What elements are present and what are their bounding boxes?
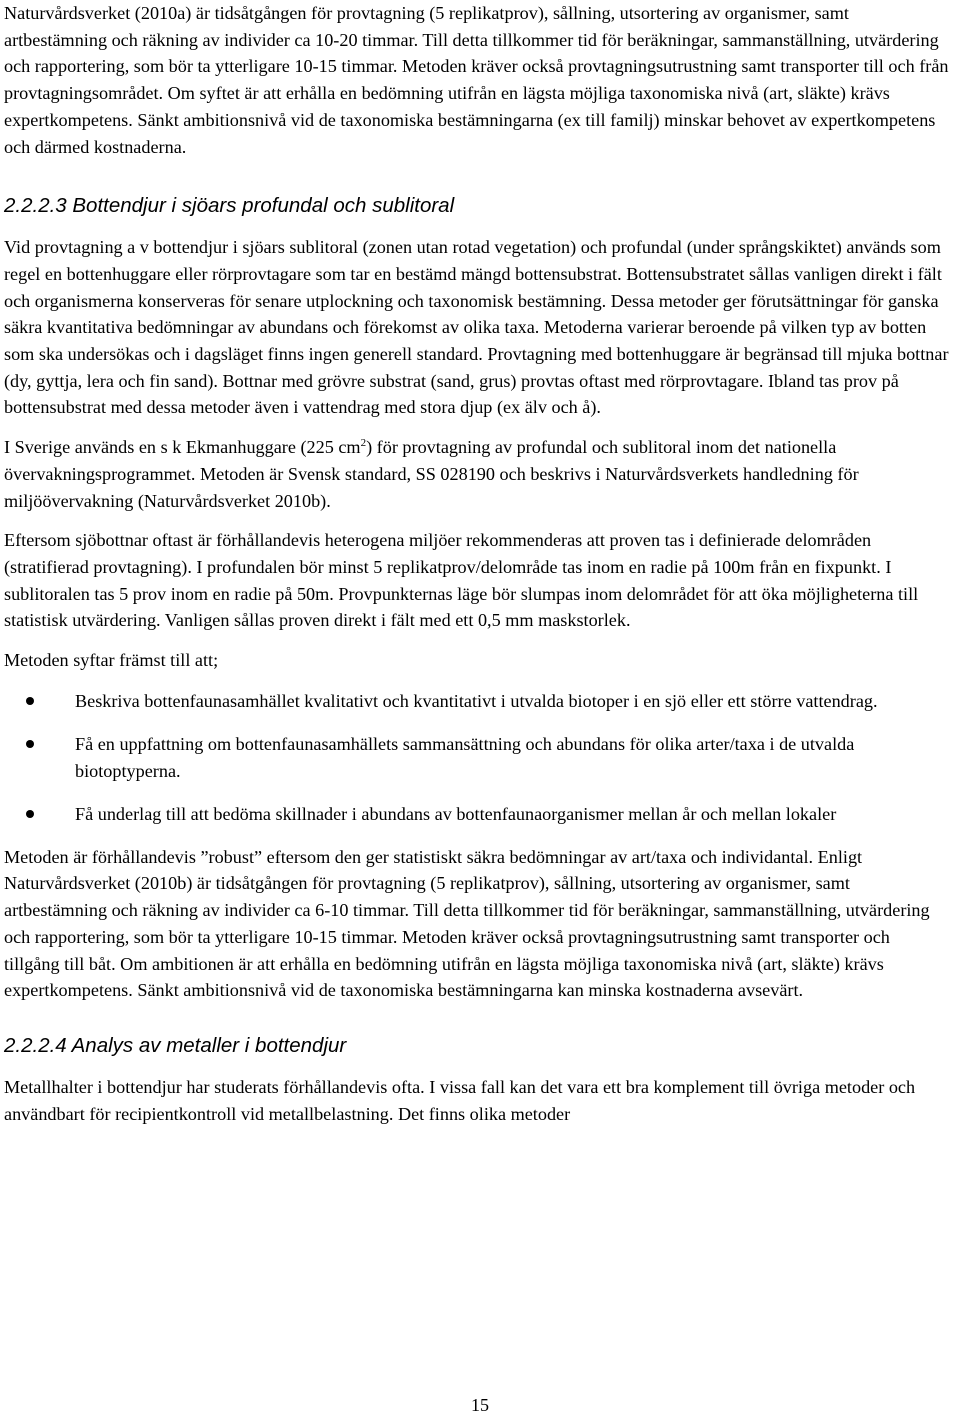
bullet-text: Få en uppfattning om bottenfaunasamhällets sammansättning och abundans för olika arter/taxa i de utvalda biotoptyperna. [75, 733, 855, 781]
document-page [4, 0, 950, 1127]
superscript-2: 2 [360, 437, 367, 450]
paragraph-stratified-sampling: Eftersom sjöbottnar oftast är förhållandevis heterogena miljöer rekommenderas att proven tas i definierade delområden (stratifierad provtagning). I profundalen bör minst 5 replikatprov/delområde tas inom en radie på 100m från en fixpunkt. I sublitoralen tas 5 prov inom en radie på 50m. Provpunkternas läge bör slumpas inom delområdet för att öka möjligheterna till statistisk utvärdering. Vanligen sållas proven direkt i fält med ett 0,5 mm maskstorlek. [4, 530, 919, 631]
bullet-dot-icon [26, 697, 34, 705]
page-number: 15 [471, 1395, 489, 1415]
paragraph-metal-levels: Metallhalter i bottendjur har studerats förhållandevis ofta. I vissa fall kan det vara ett bra komplement till övriga metoder och användbart för recipientkontroll vid metallbelastning. Det finns olika metoder [4, 1076, 916, 1124]
bullet-item [4, 731, 950, 785]
paragraph-time-costs: Naturvårdsverket (2010a) är tidsåtgången för provtagning (5 replikatprov), sållning, utsortering av organismer, samt artbestämning och räkning av individer ca 10-20 timmar. Till detta tillkommer tid för beräkningar, sammanställning, utvärdering och rapportering, som bör ta ytterligare 10-15 timmar. Metoden kräver också provtagningsutrustning samt transporter till och från provtagningsområdet. Om syftet är att erhålla en bedömning utifrån en lägsta möjliga taxonomiska nivå (art, släkte) krävs expertkompetens. Sänkt ambitionsnivå vid de taxonomiska bestämningarna (ex till familj) minskar behovet av expertkompetens och därmed kostnaderna. [4, 3, 949, 157]
ekman-text-end: ) för provtagning av profundal och sublitoral inom det nationella övervakningsprogrammet. Metoden är Svensk standard, SS 028190 och beskrivs i Naturvårdsverkets handledning för miljöövervakning (Naturvårdsverket 2010b). [4, 437, 859, 511]
section-heading-metals: 2.2.2.4 Analys av metaller i bottendjur [4, 1033, 347, 1057]
paragraph-method-aims: Metoden syftar främst till att; [4, 650, 219, 671]
ekman-text-start: I Sverige används en s k Ekmanhuggare (225 cm [4, 437, 361, 458]
paragraph-robust-method: Metoden är förhållandevis ”robust” eftersom den ger statistiskt säkra bedömningar av art/taxa och individantal. Enligt Naturvårdsverket (2010b) är tidsåtgången för provtagning (5 replikatprov), sållning, utsortering av organismer, samt artbestämning och räkning av individer ca 6-10 timmar. Till detta tillkommer tid för beräkningar, sammanställning, utvärdering och rapportering, som bör ta ytterligare 10-15 timmar. Metoden kräver också provtagningsutrustning samt transporter och tillgång till båt. Om ambitionen är att erhålla en bedömning utifrån en lägsta möjliga taxonomiska nivå (art, släkte) krävs expertkompetens. Sänkt ambitionsnivå vid de taxonomiska bestämningarna kan minska kostnaderna avsevärt. [4, 846, 930, 1001]
aims-bullet-list [4, 688, 950, 828]
bullet-dot-icon [26, 810, 34, 818]
bullet-item [4, 688, 950, 715]
bullet-text: Beskriva bottenfaunasamhället kvalitativt och kvantitativt i utvalda biotoper i en sjö eller ett större vattendrag. [75, 690, 878, 711]
bullet-item [4, 801, 950, 828]
bullet-text: Få underlag till att bedöma skillnader i abundans av bottenfaunaorganismer mellan år och mellan lokaler [75, 803, 837, 824]
section-heading-profundal-sublitoral: 2.2.2.3 Bottendjur i sjöars profundal och sublitoral [4, 194, 455, 218]
paragraph-sampling-methods: Vid provtagning a v bottendjur i sjöars sublitoral (zonen utan rotad vegetation) och profundal (under språngskiktet) används som regel en bottenhuggare eller rörprovtagare som tar en bestämd mängd bottensubstrat. Bottensubstratet sållas vanligen direkt i fält och organismerna konserveras för senare utplockning och taxonomisk bestämning. Dessa metoder ger förutsättningar för ganska säkra kvantitativa bedömningar av abundans och förekomst av olika taxa. Metoderna varierar beroende på vilken typ av botten som ska undersökas och i dagsläget finns ingen generell standard. Provtagning med bottenhuggare är begränsad till mjuka bottnar (dy, gyttja, lera och fin sand). Bottnar med grövre substrat (sand, grus) provtas oftast med rörprovtagare. Ibland tas prov på bottensubstrat med dessa metoder även i vattendrag med stora djup (ex älv och å). [4, 237, 949, 418]
paragraph-ekman-grab [4, 434, 950, 514]
bullet-dot-icon [26, 740, 34, 748]
